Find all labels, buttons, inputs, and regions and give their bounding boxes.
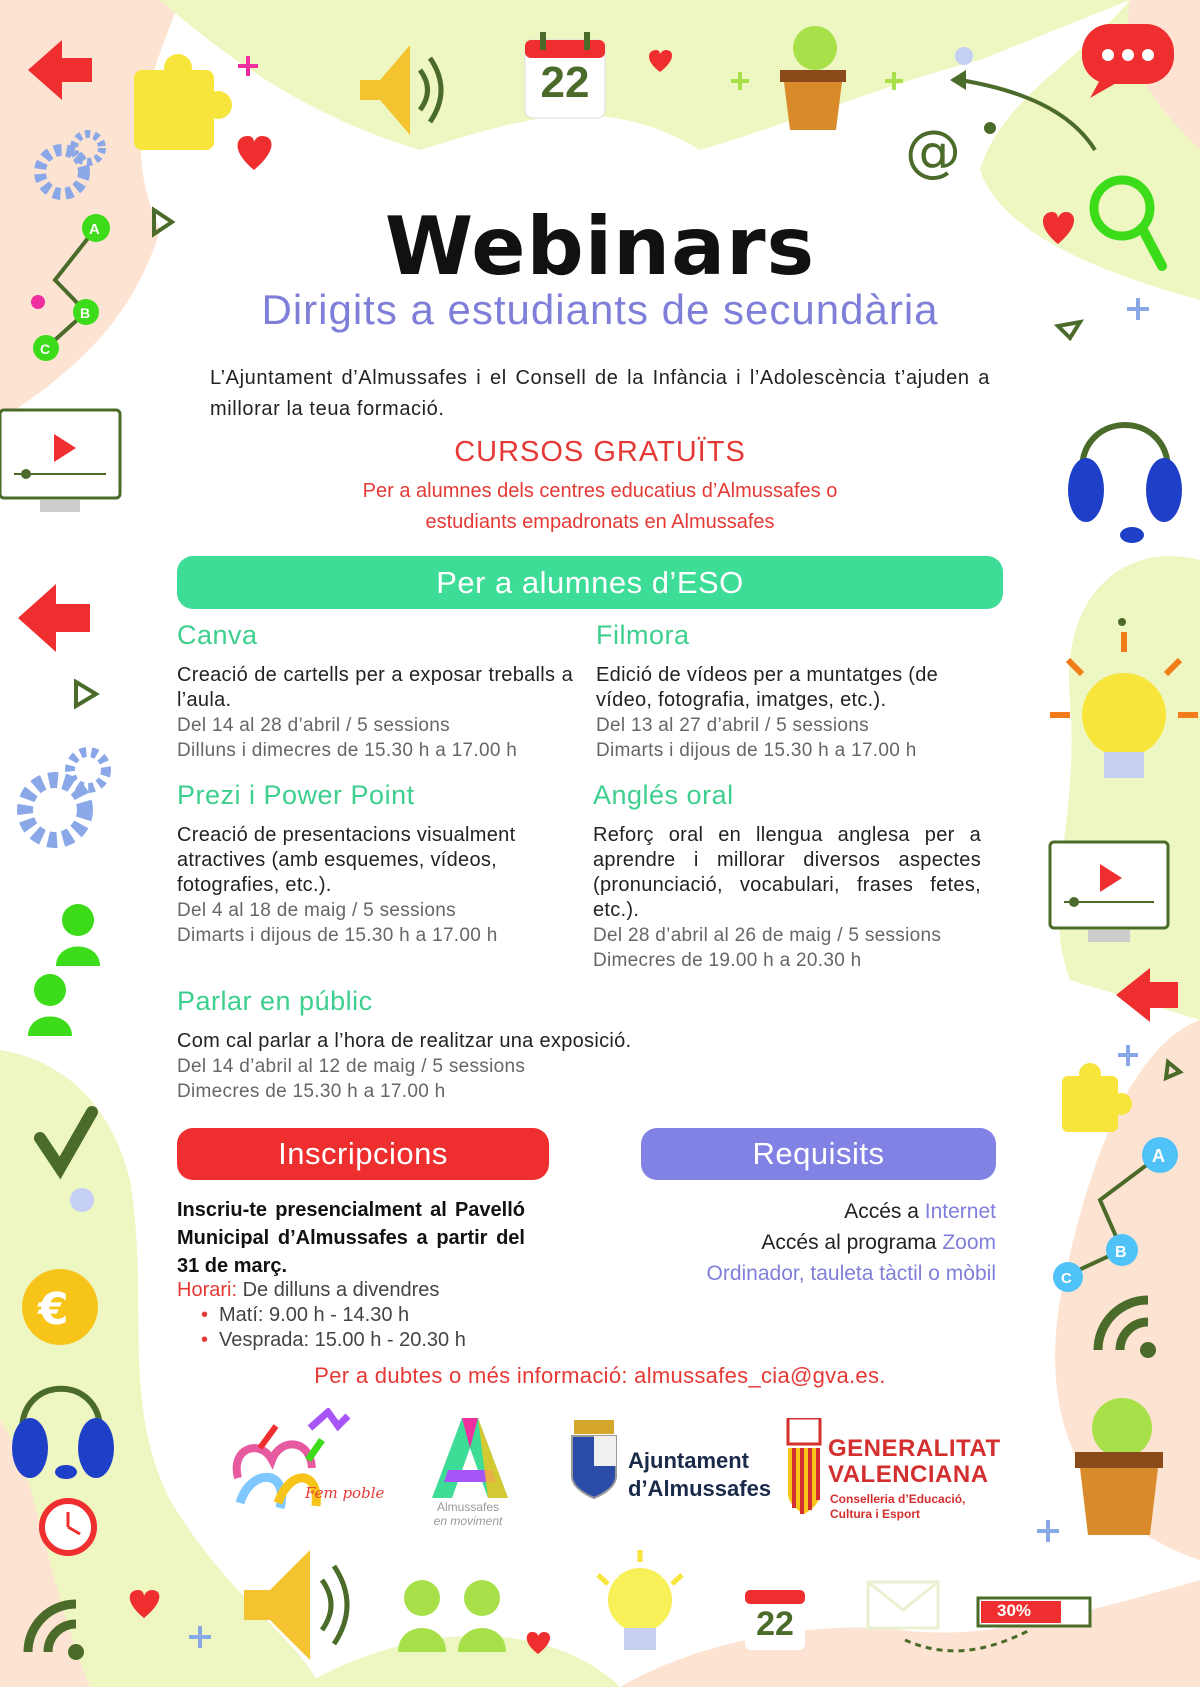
wifi-icon bbox=[28, 1604, 84, 1660]
course-prezi bbox=[177, 780, 567, 948]
cactus-icon bbox=[780, 26, 846, 130]
clock-icon bbox=[42, 1501, 94, 1553]
person-icon bbox=[398, 1580, 446, 1652]
free-courses-subtitle bbox=[300, 476, 900, 538]
envelope-icon bbox=[868, 1582, 938, 1628]
requirement-value: Zoom bbox=[942, 1231, 996, 1254]
page-subtitle: Dirigits a estudiants de secundària bbox=[261, 286, 939, 333]
eso-banner: Per a alumnes d’ESO bbox=[177, 556, 1003, 609]
calendar-day: 22 bbox=[540, 58, 590, 107]
generalitat-title bbox=[828, 1436, 1001, 1488]
svg-text:B: B bbox=[80, 305, 91, 321]
svg-text:B: B bbox=[1115, 1244, 1127, 1261]
course-description: Com cal parlar a l’hora de realitzar una exposició. bbox=[177, 1030, 632, 1052]
fem-poble-text: Fem poble bbox=[305, 1484, 385, 1502]
arrow-left-icon bbox=[1116, 968, 1178, 1022]
ajuntament-crest-logo bbox=[570, 1420, 618, 1500]
free-courses-line: estudiants empadronats en Almussafes bbox=[425, 511, 775, 533]
speaker-icon bbox=[244, 1550, 347, 1660]
course-filmora bbox=[596, 620, 976, 763]
hours-morning: • Matí: 9.00 h - 14.30 h bbox=[219, 1303, 597, 1328]
course-description: Reforç oral en llengua anglesa per a aprendre i millorar diversos aspectes (pronunciació, vocabulari, frases fetes, etc.). bbox=[593, 824, 981, 921]
svg-text:A: A bbox=[1152, 1146, 1165, 1166]
course-dates: Del 13 al 27 d’abril / 5 sessions bbox=[596, 715, 869, 736]
hours-label: Horari: bbox=[177, 1279, 238, 1301]
course-title: Parlar en públic bbox=[177, 986, 373, 1016]
generalitat-subtitle bbox=[830, 1492, 965, 1522]
free-courses-line: Per a alumnes dels centres educatius d’Almussafes o bbox=[362, 480, 838, 502]
at-icon bbox=[905, 119, 961, 184]
inscriptions-banner: Inscripcions bbox=[177, 1128, 549, 1180]
course-dates: Del 28 d’abril al 26 de maig / 5 sessions bbox=[593, 925, 942, 946]
cactus-icon bbox=[1075, 1398, 1163, 1535]
course-schedule: Dilluns i dimecres de 15.30 h a 17.00 h bbox=[177, 740, 518, 761]
heart-icon bbox=[527, 1632, 550, 1654]
course-parlar bbox=[177, 986, 817, 1104]
almussafes-moviment-line: Almussafes bbox=[436, 1500, 500, 1514]
free-courses-title: CURSOS GRATUÏTS bbox=[454, 436, 746, 468]
course-dates: Del 14 d’abril al 12 de maig / 5 sessions bbox=[177, 1056, 526, 1077]
person-icon bbox=[458, 1580, 506, 1652]
lightbulb-icon bbox=[598, 1550, 682, 1650]
euro-coin-icon bbox=[22, 1269, 98, 1345]
generalitat-crest-logo bbox=[784, 1418, 824, 1514]
wifi-icon bbox=[1098, 1300, 1156, 1358]
headphones-icon bbox=[12, 1389, 114, 1479]
monitor-play-icon bbox=[1050, 842, 1168, 942]
course-description: Edició de vídeos per a muntatges (de vídeo, fotografia, imatges, etc.). bbox=[596, 664, 939, 711]
generalitat-sub-line: Cultura i Esport bbox=[830, 1507, 921, 1521]
course-schedule: Dimecres de 15.30 h a 17.00 h bbox=[177, 1081, 446, 1102]
arrow-left-icon bbox=[28, 40, 92, 100]
heart-icon bbox=[238, 136, 272, 170]
hours-days: De dilluns a divendres bbox=[237, 1279, 440, 1301]
svg-text:A: A bbox=[89, 221, 100, 238]
requirements-banner: Requisits bbox=[641, 1128, 996, 1180]
progress-label: 30% bbox=[997, 1601, 1032, 1620]
generalitat-line: GENERALITAT bbox=[828, 1435, 1001, 1462]
course-schedule: Dimarts i dijous de 15.30 h a 17.00 h bbox=[177, 925, 498, 946]
generalitat-sub-line: Conselleria d’Educació, bbox=[830, 1492, 966, 1506]
svg-text:@: @ bbox=[905, 119, 961, 184]
almussafes-moviment-logo bbox=[428, 1418, 508, 1498]
requirement-item: Ordinador, tauleta tàctil o mòbil bbox=[706, 1262, 996, 1285]
hours-afternoon: • Vesprada: 15.00 h - 20.30 h bbox=[219, 1328, 597, 1353]
course-canva bbox=[177, 620, 573, 763]
course-title: Prezi i Power Point bbox=[177, 780, 415, 810]
lightbulb-icon bbox=[1050, 632, 1198, 778]
svg-text:€: € bbox=[38, 1284, 69, 1335]
course-title: Anglés oral bbox=[593, 780, 734, 810]
page-title: Webinars bbox=[384, 200, 816, 293]
person-icon bbox=[56, 904, 100, 966]
course-schedule: Dimarts i dijous de 15.30 h a 17.00 h bbox=[596, 740, 917, 761]
gear-icon bbox=[25, 752, 106, 840]
course-angles bbox=[593, 780, 981, 973]
almussafes-moviment-line: en moviment bbox=[433, 1514, 503, 1528]
requirement-item bbox=[620, 1227, 996, 1258]
course-dates: Del 4 al 18 de maig / 5 sessions bbox=[177, 900, 456, 921]
course-schedule: Dimecres de 19.00 h a 20.30 h bbox=[593, 950, 862, 971]
person-icon bbox=[28, 974, 72, 1036]
course-dates: Del 14 al 28 d’abril / 5 sessions bbox=[177, 715, 450, 736]
puzzle-icon bbox=[1062, 1063, 1132, 1132]
ajuntament-text bbox=[628, 1447, 771, 1503]
svg-text:C: C bbox=[1061, 1270, 1072, 1287]
calendar-day: 22 bbox=[756, 1605, 794, 1643]
heart-icon bbox=[130, 1590, 160, 1618]
course-title: Filmora bbox=[596, 620, 690, 650]
arrow-left-icon bbox=[18, 584, 90, 652]
gear-icon bbox=[40, 134, 102, 194]
course-description: Creació de presentacions visualment atractives (amb esquemes, vídeos, fotografies, etc.). bbox=[177, 824, 516, 896]
intro-text: L’Ajuntament d’Almussafes i el Consell de la Infància i l’Adolescència t’ajuden a millorar la teua formació. bbox=[210, 367, 990, 420]
inscriptions-hours bbox=[177, 1278, 597, 1353]
requirement-prefix: Accés a bbox=[844, 1200, 925, 1223]
abc-connector-icon bbox=[1053, 1137, 1178, 1292]
almussafes-moviment-text bbox=[408, 1500, 528, 1528]
ajuntament-line: d’Almussafes bbox=[628, 1476, 772, 1501]
contact-info: Per a dubtes o més informació: almussafes_cia@gva.es. bbox=[314, 1363, 886, 1388]
requirement-value: Internet bbox=[924, 1200, 996, 1223]
svg-text:C: C bbox=[40, 341, 51, 357]
chat-bubble-icon bbox=[1082, 24, 1174, 98]
requirements-list bbox=[620, 1196, 996, 1289]
progress-bar bbox=[978, 1598, 1090, 1626]
requirement-item bbox=[620, 1196, 996, 1227]
checkmark-icon bbox=[40, 1112, 92, 1168]
ajuntament-line: Ajuntament bbox=[628, 1448, 749, 1473]
course-title: Canva bbox=[177, 620, 258, 650]
speaker-icon bbox=[360, 45, 441, 135]
requirement-prefix: Accés al programa bbox=[761, 1231, 943, 1254]
heart-icon bbox=[649, 50, 672, 72]
generalitat-line: VALENCIANA bbox=[828, 1461, 989, 1488]
hours-list bbox=[177, 1303, 597, 1353]
puzzle-icon bbox=[134, 54, 232, 150]
inscriptions-text: Inscriu-te presencialment al Pavelló Municipal d’Almussafes a partir del 31 de març. bbox=[177, 1199, 525, 1277]
course-description: Creació de cartells per a exposar treballs a l’aula. bbox=[177, 664, 573, 711]
